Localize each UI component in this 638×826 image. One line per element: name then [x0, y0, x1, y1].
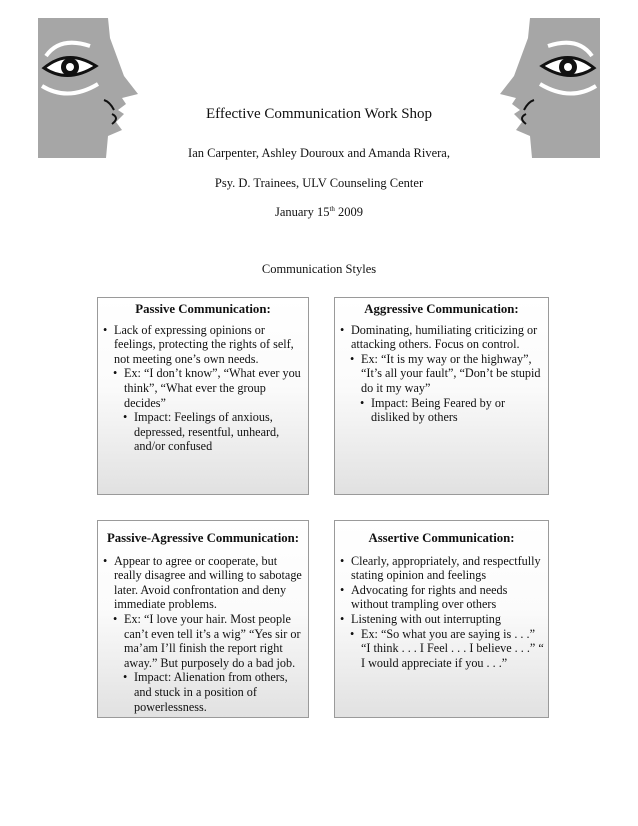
left-face-illustration — [38, 18, 148, 158]
date-line — [0, 205, 638, 220]
bullet-list — [102, 554, 304, 715]
list-item: • Dominating, humiliating criticizing or attacking others. Focus on control. — [339, 323, 544, 352]
list-item: • Impact: Feelings of anxious, depressed, resentful, unheard, and/or confused — [122, 410, 304, 454]
box-heading: Assertive Communication: — [368, 531, 515, 545]
list-item: • Listening with out interrupting — [339, 612, 544, 627]
list-item: • Appear to agree or cooperate, but really disagree and willing to sabotage later. Avoid confrontation and deny immediate problems. — [102, 554, 304, 612]
document-title: Effective Communication Work Shop — [205, 106, 433, 122]
passive-communication-box — [97, 297, 309, 495]
box-heading: Passive-Agressive Communication: — [106, 531, 300, 545]
box-heading: Aggressive Communication: — [364, 302, 519, 316]
section-heading: Communication Styles — [261, 262, 377, 276]
aggressive-communication-box — [334, 297, 549, 495]
right-face-illustration — [490, 18, 600, 158]
assertive-communication-box — [334, 520, 549, 718]
list-item: • Ex: “I love your hair. Most people can’t even tell it’s a wig” “Yes sir or ma’am I’ll finish the report right away.” But purposely do a bad job. — [112, 612, 304, 670]
date-suffix: th — [329, 204, 335, 213]
list-item: • Clearly, appropriately, and respectfully stating opinion and feelings — [339, 554, 544, 583]
list-item: • Ex: “I don’t know”, “What ever you think”, “What ever the group decides” — [112, 366, 304, 410]
list-item: • Ex: “So what you are saying is . . .” “I think . . . I Feel . . . I believe . . .” “ I would appreciate if you . . .” — [349, 627, 544, 671]
bullet-list — [339, 554, 544, 671]
date-year: 2009 — [334, 205, 364, 219]
list-item: • Advocating for rights and needs without trampling over others — [339, 583, 544, 612]
passive-aggressive-communication-box — [97, 520, 309, 718]
box-heading: Passive Communication: — [135, 302, 271, 316]
list-item: • Lack of expressing opinions or feelings, protecting the rights of self, not meeting one’s own needs. — [102, 323, 304, 367]
bullet-list — [102, 323, 304, 454]
list-item: • Impact: Being Feared by or disliked by others — [359, 396, 544, 425]
authors-line: Ian Carpenter, Ashley Douroux and Amanda Rivera, — [188, 146, 450, 160]
affiliation-line: Psy. D. Trainees, ULV Counseling Center — [214, 176, 424, 190]
bullet-list — [339, 323, 544, 425]
date-day: January 15 — [274, 205, 330, 219]
list-item: • Impact: Alienation from others, and stuck in a position of powerlessness. — [122, 670, 304, 714]
list-item: • Ex: “It is my way or the highway”, “It’s all your fault”, “Don’t be stupid do it my way” — [349, 352, 544, 396]
